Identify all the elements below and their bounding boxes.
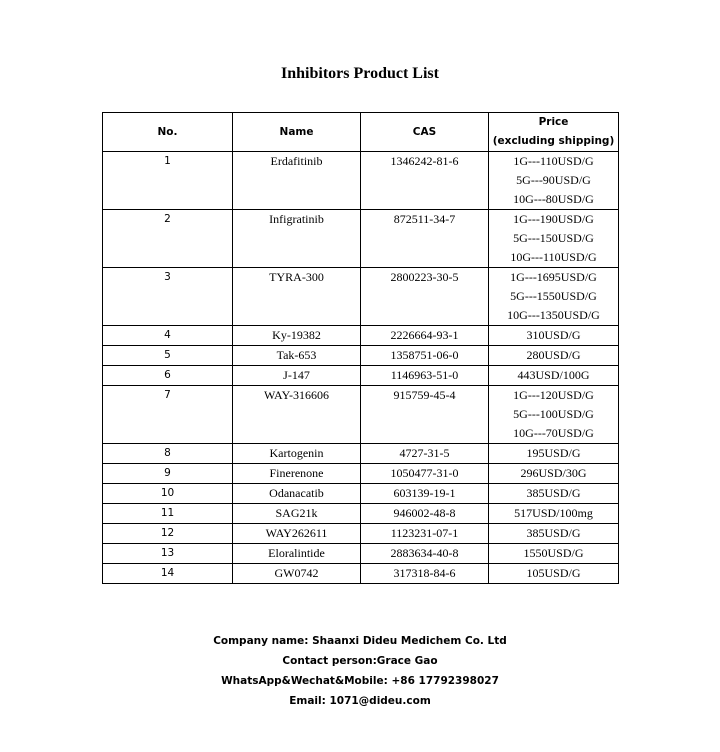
- product-name: SAG21k: [233, 504, 361, 524]
- price-cell: [489, 544, 619, 564]
- price-line: 5G---90USD/G: [516, 173, 591, 187]
- row-number: 2: [103, 210, 233, 268]
- cas-number: 1050477-31-0: [361, 464, 489, 484]
- table-row: [103, 444, 619, 464]
- product-name: WAY-316606: [233, 386, 361, 444]
- row-number: 5: [103, 346, 233, 366]
- row-number: 6: [103, 366, 233, 386]
- table-body: [103, 152, 619, 584]
- price-line: 296USD/30G: [520, 466, 587, 480]
- header-price-label: Price: [538, 116, 569, 128]
- email-info: Email: 1071@dideu.com: [289, 695, 431, 707]
- table-row: [103, 366, 619, 386]
- price-line: 1G---110USD/G: [513, 154, 594, 168]
- table-row: [103, 326, 619, 346]
- header-price-note: (excluding shipping): [492, 135, 615, 147]
- product-name: Finerenone: [233, 464, 361, 484]
- price-cell: [489, 268, 619, 326]
- price-line: 1G---1695USD/G: [510, 270, 597, 284]
- page-title: Inhibitors Product List: [281, 65, 439, 82]
- cas-number: 872511-34-7: [361, 210, 489, 268]
- price-cell: [489, 504, 619, 524]
- price-line: 385USD/G: [526, 486, 581, 500]
- header-cas: CAS: [361, 113, 489, 152]
- row-number: 4: [103, 326, 233, 346]
- table-row: [103, 564, 619, 584]
- contact-footer: [0, 631, 720, 711]
- price-cell: [489, 386, 619, 444]
- header-price: [489, 113, 619, 152]
- row-number: 13: [103, 544, 233, 564]
- price-cell: [489, 346, 619, 366]
- cas-number: 603139-19-1: [361, 484, 489, 504]
- product-name: Erdafitinib: [233, 152, 361, 210]
- price-line: 105USD/G: [526, 566, 581, 580]
- table-row: [103, 464, 619, 484]
- product-name: GW0742: [233, 564, 361, 584]
- row-number: 14: [103, 564, 233, 584]
- price-cell: [489, 464, 619, 484]
- price-cell: [489, 484, 619, 504]
- price-line: 5G---1550USD/G: [510, 289, 597, 303]
- product-name: J-147: [233, 366, 361, 386]
- table-row: [103, 544, 619, 564]
- price-line: 385USD/G: [526, 526, 581, 540]
- price-cell: [489, 564, 619, 584]
- cas-number: 915759-45-4: [361, 386, 489, 444]
- price-line: 10G---1350USD/G: [507, 308, 600, 322]
- row-number: 12: [103, 524, 233, 544]
- price-line: 1G---120USD/G: [513, 388, 594, 402]
- price-line: 517USD/100mg: [514, 506, 593, 520]
- price-cell: [489, 326, 619, 346]
- cas-number: 2883634-40-8: [361, 544, 489, 564]
- price-line: 195USD/G: [526, 446, 581, 460]
- header-name: Name: [233, 113, 361, 152]
- row-number: 9: [103, 464, 233, 484]
- row-number: 11: [103, 504, 233, 524]
- price-cell: [489, 366, 619, 386]
- row-number: 7: [103, 386, 233, 444]
- price-line: 310USD/G: [526, 328, 581, 342]
- cas-number: 2800223-30-5: [361, 268, 489, 326]
- table-row: [103, 484, 619, 504]
- cas-number: 1123231-07-1: [361, 524, 489, 544]
- price-line: 280USD/G: [526, 348, 581, 362]
- contact-person: Contact person:Grace Gao: [282, 655, 438, 667]
- cas-number: 1358751-06-0: [361, 346, 489, 366]
- table-row: [103, 504, 619, 524]
- header-no: No.: [103, 113, 233, 152]
- row-number: 3: [103, 268, 233, 326]
- price-line: 1550USD/G: [523, 546, 584, 560]
- price-cell: [489, 210, 619, 268]
- cas-number: 1146963-51-0: [361, 366, 489, 386]
- price-line: 5G---150USD/G: [513, 231, 594, 245]
- price-line: 5G---100USD/G: [513, 407, 594, 421]
- phone-info: WhatsApp&Wechat&Mobile: +86 17792398027: [221, 675, 499, 687]
- product-name: Tak-653: [233, 346, 361, 366]
- price-line: 1G---190USD/G: [513, 212, 594, 226]
- price-cell: [489, 524, 619, 544]
- price-cell: [489, 152, 619, 210]
- table-row: [103, 524, 619, 544]
- table-row: [103, 386, 619, 444]
- cas-number: 946002-48-8: [361, 504, 489, 524]
- row-number: 10: [103, 484, 233, 504]
- company-name: Company name: Shaanxi Dideu Medichem Co. Ltd: [213, 635, 507, 647]
- table-row: [103, 210, 619, 268]
- cas-number: 4727-31-5: [361, 444, 489, 464]
- product-name: Eloralintide: [233, 544, 361, 564]
- row-number: 1: [103, 152, 233, 210]
- table-row: [103, 268, 619, 326]
- cas-number: 317318-84-6: [361, 564, 489, 584]
- product-name: WAY262611: [233, 524, 361, 544]
- price-line: 443USD/100G: [517, 368, 590, 382]
- table-row: [103, 152, 619, 210]
- row-number: 8: [103, 444, 233, 464]
- cas-number: 1346242-81-6: [361, 152, 489, 210]
- cas-number: 2226664-93-1: [361, 326, 489, 346]
- product-name: TYRA-300: [233, 268, 361, 326]
- product-name: Ky-19382: [233, 326, 361, 346]
- table-header-row: [103, 113, 619, 152]
- price-cell: [489, 444, 619, 464]
- price-line: 10G---80USD/G: [513, 192, 594, 206]
- product-table: [102, 112, 619, 584]
- product-name: Infigratinib: [233, 210, 361, 268]
- product-name: Kartogenin: [233, 444, 361, 464]
- price-line: 10G---70USD/G: [513, 426, 594, 440]
- price-line: 10G---110USD/G: [510, 250, 597, 264]
- product-name: Odanacatib: [233, 484, 361, 504]
- table-row: [103, 346, 619, 366]
